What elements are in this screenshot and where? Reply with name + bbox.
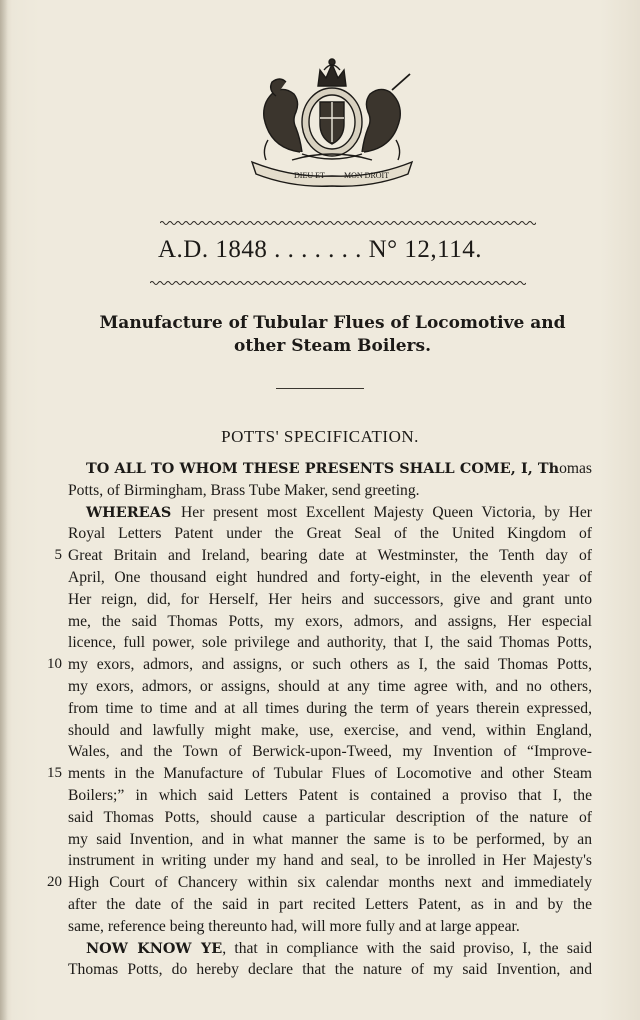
line-text: Her reign, did, for Herself, Her heirs and successors, give and grant unto xyxy=(68,590,592,608)
patent-year: A.D. 1848 xyxy=(158,236,268,263)
line-text: Great Britain and Ireland, bearing date at Westminster, the Tenth day of xyxy=(68,547,592,565)
text-line xyxy=(68,676,592,698)
text-line xyxy=(68,458,592,480)
line-text: said Thomas Potts, should cause a particular description of the nature of xyxy=(68,808,592,826)
line-text: NOW KNOW YE, that in compliance with the said proviso, I, the said xyxy=(86,939,592,957)
text-line xyxy=(68,959,592,981)
text-line xyxy=(68,894,592,916)
text-line xyxy=(47,763,592,785)
text-line xyxy=(68,523,592,545)
motto-left-text: DIEU ET xyxy=(294,171,325,180)
line-text: TO ALL TO WHOM THESE PRESENTS SHALL COME, I, Thomas xyxy=(86,460,592,477)
text-line xyxy=(68,741,592,763)
ornamental-rule-bottom xyxy=(150,280,526,286)
line-text: my exors, admors, or assigns, should at any time agree with, and no others, xyxy=(68,677,592,695)
motto-right-text: MON DROIT xyxy=(344,171,390,180)
text-line xyxy=(68,589,592,611)
line-text: my exors, admors, and assigns, or such others as I, the said Thomas Potts, xyxy=(68,656,592,674)
line-text: Potts, of Birmingham, Brass Tube Maker, send greeting. xyxy=(68,481,420,499)
line-text: Royal Letters Patent under the Great Seal of the United Kingdom of xyxy=(68,525,592,543)
line-number: 10 xyxy=(47,656,62,673)
text-line xyxy=(68,480,592,502)
text-line xyxy=(68,567,592,589)
text-line xyxy=(68,698,592,720)
line-text: Wales, and the Town of Berwick-upon-Tweed, my Invention of “Improve- xyxy=(68,743,592,761)
line-number: 5 xyxy=(54,547,62,564)
line-text: Thomas Potts, do hereby declare that the nature of my said Invention, and xyxy=(68,961,592,979)
line-text: Boilers;” in which said Letters Patent is contained a proviso that I, the xyxy=(68,786,592,804)
line-text: High Court of Chancery within six calendar months next and immediately xyxy=(68,874,592,892)
line-number: 20 xyxy=(47,874,62,891)
line-text: licence, full power, sole privilege and authority, that I, the said Thomas Potts, xyxy=(68,634,592,652)
text-line xyxy=(68,829,592,851)
line-text: ments in the Manufacture of Tubular Flues of Locomotive and other Steam xyxy=(68,765,592,783)
patent-number: N° 12,114. xyxy=(368,236,482,263)
line-text: after the date of the said in part recited Letters Patent, as in and by the xyxy=(68,895,592,913)
line-text: me, the said Thomas Potts, my exors, admors, and assigns, Her especial xyxy=(68,612,592,630)
line-text: my said Invention, and in what manner the same is to be performed, by an xyxy=(68,830,592,848)
text-line xyxy=(47,872,592,894)
line-text: from time to time and at all times during the term of years therein expressed, xyxy=(68,699,592,717)
patent-title-line xyxy=(0,236,640,264)
section-divider xyxy=(276,388,364,389)
subject-line-2: other Steam Boilers. xyxy=(234,336,431,356)
text-line xyxy=(54,545,592,567)
ornamental-rule-top xyxy=(160,220,536,226)
text-line xyxy=(68,632,592,654)
text-line xyxy=(68,916,592,938)
specification-heading: POTTS' SPECIFICATION. xyxy=(221,427,419,446)
line-text: April, One thousand eight hundred and forty-eight, in the eleventh year of xyxy=(68,568,592,586)
patent-dots: . . . . . . . xyxy=(274,236,362,263)
text-line xyxy=(68,938,592,960)
line-text: same, reference being thereunto had, will more fully and at large appear. xyxy=(68,917,520,935)
subject-line-1: Manufacture of Tubular Flues of Locomotive and xyxy=(99,313,566,333)
page-edge-shadow xyxy=(0,0,8,1020)
text-line xyxy=(68,807,592,829)
line-number: 15 xyxy=(47,765,62,782)
text-line xyxy=(68,850,592,872)
line-text: WHEREAS Her present most Excellent Majesty Queen Victoria, by Her xyxy=(86,503,592,521)
text-line xyxy=(47,654,592,676)
patent-subject xyxy=(60,312,605,358)
text-line xyxy=(68,720,592,742)
line-text: should and lawfully might make, use, exercise, and vend, within England, xyxy=(68,721,592,739)
text-line xyxy=(68,611,592,633)
royal-coat-of-arms-icon xyxy=(232,56,432,188)
specification-body xyxy=(47,458,592,981)
text-line xyxy=(68,502,592,524)
text-line xyxy=(68,785,592,807)
line-text: instrument in writing under my hand and seal, to be inrolled in Her Majesty's xyxy=(68,852,592,870)
